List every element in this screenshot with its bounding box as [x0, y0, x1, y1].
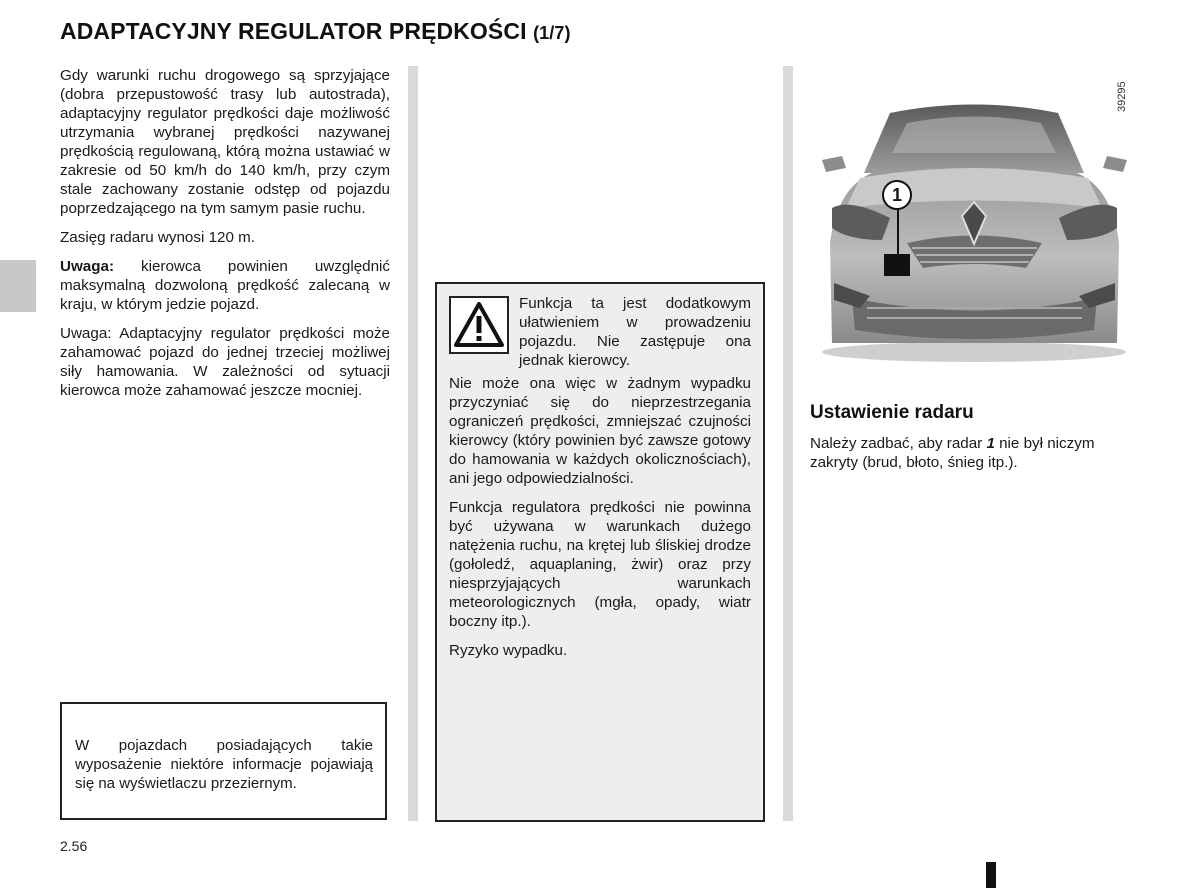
- warning-paragraph-2: Funkcja regulatora prędkości nie powinna być używana w warunkach dużego natężenia ruchu, na krętej lub śliskiej drodze (gołoledź, aquaplaning, żwir) oraz przy niesprzyjających warunkach meteorologicznych (mgła, opady, wiatr boczny itp.).: [449, 499, 751, 630]
- column-divider-2: [783, 66, 793, 821]
- intro-paragraph: Gdy warunki ruchu drogowego są sprzyjające (dobra przepustowość trasy lub autostrada), adaptacyjny regulator prędkości daje możliwość utrzymania wybranej prędkości nazywanej prędkością regulowaną, którą można ustawiać w zakresie od 50 km/h do 140 km/h, przy czym stale zachowany zostanie odstęp od pojazdu poprzedzającego na tym samym pasie ruchu.: [60, 67, 390, 217]
- section-text-before: Należy zadbać, aby radar: [810, 435, 987, 452]
- info-text: W pojazdach posiadających takie wyposażenie niektóre informacje pojawiają się na wyświetlaczu przeziernym.: [75, 737, 373, 792]
- radar-sensor: [884, 254, 910, 276]
- info-box: [60, 702, 387, 820]
- radar-marker-label: 1: [882, 180, 912, 210]
- warning-paragraph-3: Ryzyko wypadku.: [449, 642, 568, 659]
- section-ref: 1: [986, 435, 995, 452]
- page-number: 2.56: [60, 838, 88, 854]
- warning-paragraph-1: Nie może ona więc w żadnym wypadku przyczyniać się do nieprzestrzegania ograniczeń prędkości, zmniejszać czujności kierowcy (który powinien być zawsze gotowy do hamowania w każdych okolicznościach), ani jego odpowiedzialności.: [449, 375, 751, 487]
- chapter-tab: [0, 260, 36, 312]
- car-front-illustration: [812, 68, 1137, 364]
- intro-column: [60, 66, 390, 410]
- title-text: ADAPTACYJNY REGULATOR PRĘDKOŚCI: [60, 18, 527, 44]
- illustration-code: 39295: [1116, 81, 1128, 112]
- note-label: Uwaga:: [60, 258, 115, 275]
- section-text-after: nie był niczym zakryty (brud, błoto, śnieg itp.).: [810, 435, 1095, 471]
- page-title: [60, 18, 571, 45]
- section-text: [810, 434, 1145, 472]
- title-part: (1/7): [533, 23, 571, 43]
- radar-range-text: Zasięg radaru wynosi 120 m.: [60, 229, 255, 246]
- braking-note: Uwaga: Adaptacyjny regulator prędkości może zahamować pojazd do jednej trzeciej możliwej siły hamowania. W zależności od sytuacji kierowca może zahamować jeszcze mocniej.: [60, 325, 390, 399]
- page-corner-mark: [986, 862, 996, 888]
- warning-header: [449, 292, 751, 374]
- warning-box: [435, 282, 765, 822]
- marker-leader-line: [897, 210, 899, 260]
- section-title: Ustawienie radaru: [810, 402, 974, 423]
- warning-intro: Funkcja ta jest dodatkowym ułatwieniem w prowadzeniu pojazdu. Nie zastępuje ona jednak kierowcy.: [519, 295, 751, 369]
- note-paragraph: [60, 257, 390, 314]
- note-text: kierowca powinien uwzględnić maksymalną dozwoloną prędkość zalecaną w kraju, w którym jedzie pojazd.: [60, 258, 390, 313]
- warning-triangle-icon: [449, 296, 509, 354]
- column-divider-1: [408, 66, 418, 821]
